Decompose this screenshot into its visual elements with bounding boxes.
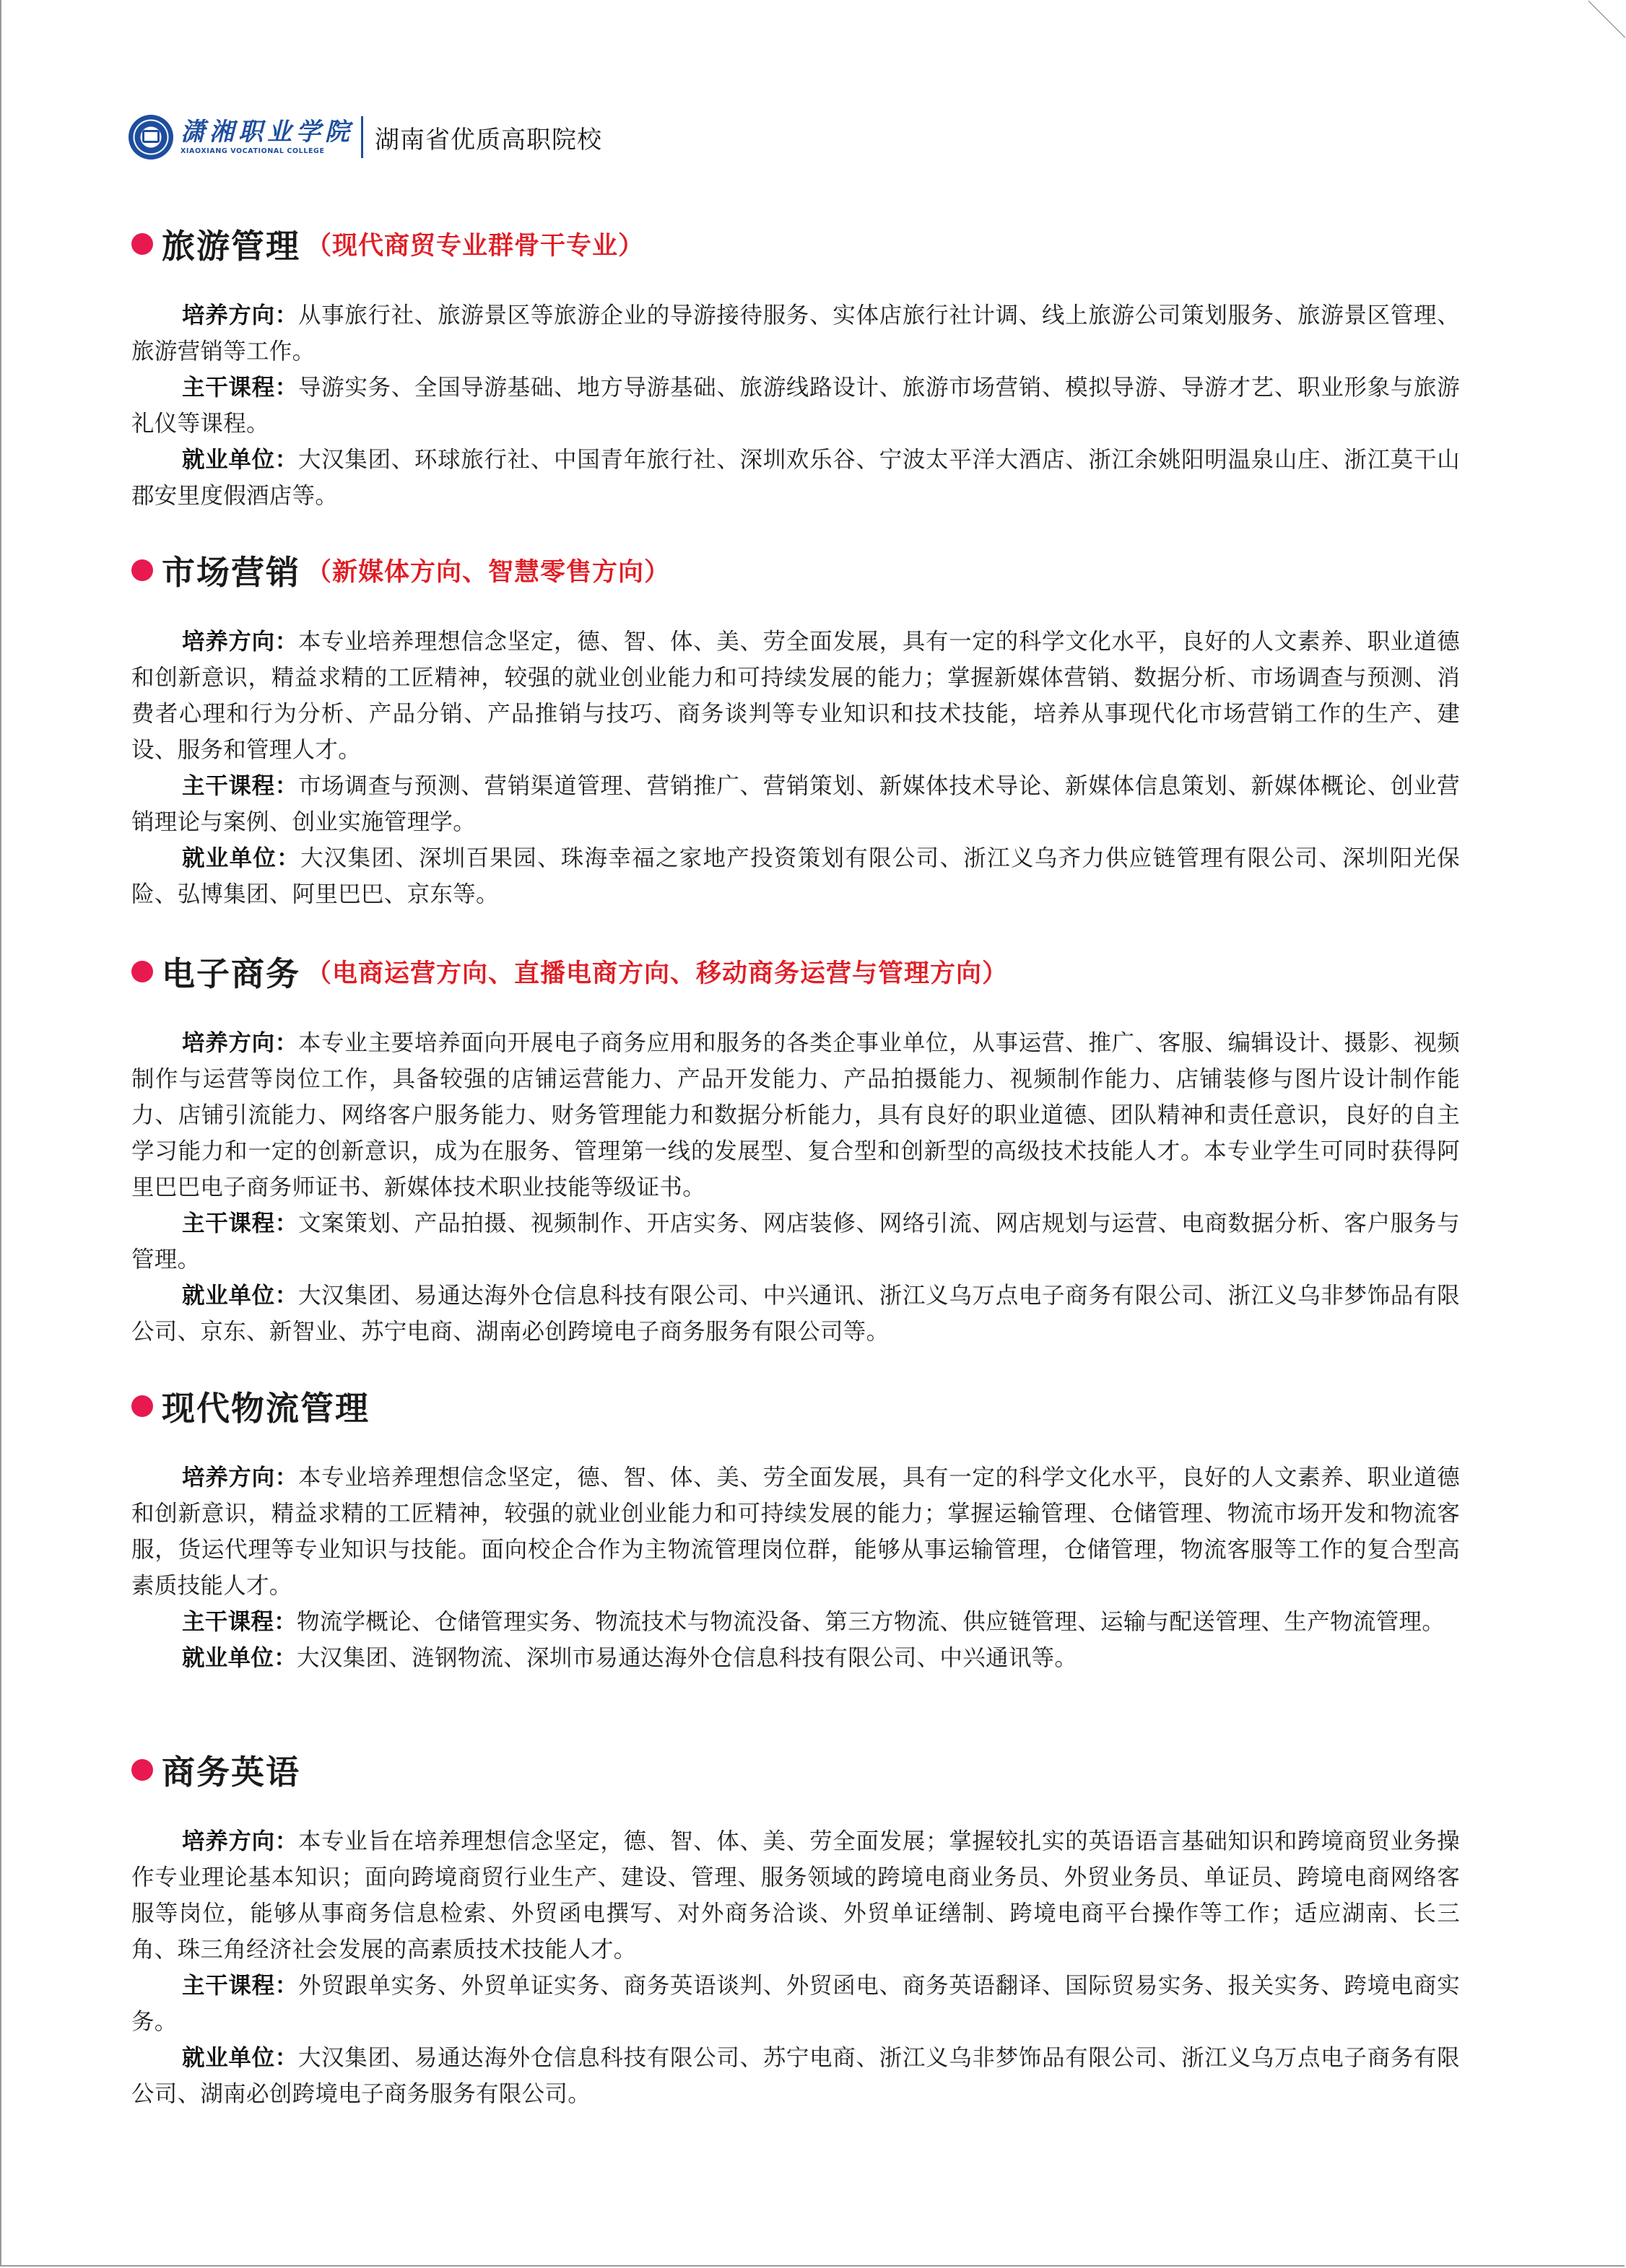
header-slogan: 湖南省优质高职院校 [375, 125, 602, 154]
section-tourism-management [131, 218, 1460, 514]
direction-paragraph [131, 624, 1460, 768]
employers-paragraph [131, 840, 1460, 912]
page-header [129, 108, 602, 166]
section-title [131, 218, 1460, 270]
employers-label: 就业单位： [182, 2045, 298, 2071]
courses-label: 主干课程： [182, 1609, 297, 1635]
direction-text: 本专业旨在培养理想信念坚定，德、智、体、美、劳全面发展；掌握较扎实的英语语言基础知识和跨境商贸业务操作专业理论基本知识；面向跨境商贸行业生产、建设、管理、服务领域的跨境电商业务员、外贸业务员、单证员、跨境电商网络客服等岗位，能够从事商务信息检索、外贸函电撰写、对外商务洽谈、外贸单证缮制、跨境电商平台操作等工作；适应湖南、长三角、珠三角经济社会发展的高素质技术技能人才。 [131, 1828, 1460, 1963]
page-corner-fold [1588, 0, 1626, 38]
major-name: 现代物流管理 [162, 1389, 370, 1428]
courses-paragraph [131, 768, 1460, 840]
courses-label: 主干课程： [182, 773, 298, 799]
section-modern-logistics [131, 1380, 1460, 1676]
direction-paragraph [131, 1460, 1460, 1604]
employers-label: 就业单位： [182, 1645, 297, 1671]
employers-paragraph [131, 442, 1460, 514]
major-subtitle: （新媒体方向、智慧零售方向） [306, 558, 671, 587]
direction-label: 培养方向： [182, 1465, 298, 1491]
employers-text: 大汉集团、易通达海外仓信息科技有限公司、中兴通讯、浙江义乌万点电子商务有限公司、浙江义乌非梦饰品有限公司、京东、新智业、苏宁电商、湖南必创跨境电子商务服务有限公司等。 [131, 1283, 1460, 1345]
major-subtitle: （现代商贸专业群骨干专业） [306, 232, 645, 261]
school-name: 潇湘职业学院 [181, 118, 354, 147]
courses-label: 主干课程： [182, 1211, 298, 1237]
courses-label: 主干课程： [182, 1973, 298, 1999]
direction-text: 从事旅行社、旅游景区等旅游企业的导游接待服务、实体店旅行社计调、线上旅游公司策划服务、旅游景区管理、旅游营销等工作。 [131, 302, 1460, 365]
section-marketing [131, 544, 1460, 912]
school-logo [181, 118, 354, 156]
direction-label: 培养方向： [182, 629, 298, 655]
bullet-dot-icon [131, 1759, 153, 1781]
employers-label: 就业单位： [182, 845, 300, 871]
section-title [131, 1380, 1460, 1432]
courses-paragraph [131, 1604, 1460, 1640]
major-name: 商务英语 [162, 1753, 300, 1792]
major-name: 旅游管理 [162, 227, 300, 266]
direction-paragraph [131, 1823, 1460, 1968]
bullet-dot-icon [131, 1395, 153, 1417]
employers-paragraph [131, 1278, 1460, 1350]
employers-label: 就业单位： [182, 447, 298, 473]
courses-text: 物流学概论、仓储管理实务、物流技术与物流没备、第三方物流、供应链管理、运输与配送管理、生产物流管理。 [297, 1609, 1445, 1635]
header-divider [361, 116, 363, 158]
employers-text: 大汉集团、深圳百果园、珠海幸福之家地产投资策划有限公司、浙江义乌齐力供应链管理有限公司、深圳阳光保险、弘博集团、阿里巴巴、京东等。 [131, 845, 1460, 907]
direction-label: 培养方向： [182, 1828, 298, 1854]
employers-label: 就业单位： [182, 1283, 298, 1309]
employers-text: 大汉集团、易通达海外仓信息科技有限公司、苏宁电商、浙江义乌非梦饰品有限公司、浙江义乌万点电子商务有限公司、湖南必创跨境电子商务服务有限公司。 [131, 2045, 1460, 2107]
employers-text: 大汉集团、涟钢物流、深圳市易通达海外仓信息科技有限公司、中兴通讯等。 [297, 1645, 1078, 1671]
major-subtitle: （电商运营方向、直播电商方向、移动商务运营与管理方向） [306, 959, 1009, 988]
bullet-dot-icon [131, 961, 153, 982]
courses-label: 主干课程： [182, 375, 298, 401]
courses-paragraph [131, 370, 1460, 442]
section-title [131, 946, 1460, 998]
direction-paragraph [131, 1025, 1460, 1205]
courses-paragraph [131, 1205, 1460, 1278]
employers-text: 大汉集团、环球旅行社、中国青年旅行社、深圳欢乐谷、宁波太平洋大酒店、浙江余姚阳明温泉山庄、浙江莫干山郡安里度假酒店等。 [131, 447, 1460, 509]
courses-text: 文案策划、产品拍摄、视频制作、开店实务、网店装修、网络引流、网店规划与运营、电商数据分析、客户服务与管理。 [131, 1211, 1460, 1273]
direction-text: 本专业主要培养面向开展电子商务应用和服务的各类企事业单位，从事运营、推广、客服、编辑设计、摄影、视频制作与运营等岗位工作，具备较强的店铺运营能力、产品开发能力、产品拍摄能力、视频制作能力、店铺装修与图片设计制作能力、店铺引流能力、网络客户服务能力、财务管理能力和数据分析能力，具有良好的职业道德、团队精神和责任意识，良好的自主学习能力和一定的创新意识，成为在服务、管理第一线的发展型、复合型和创新型的高级技术技能人才。本专业学生可同时获得阿里巴巴电子商务师证书、新媒体技术职业技能等级证书。 [131, 1030, 1460, 1200]
bullet-dot-icon [131, 559, 153, 581]
direction-text: 本专业培养理想信念坚定，德、智、体、美、劳全面发展，具有一定的科学文化水平，良好的人文素养、职业道德和创新意识，精益求精的工匠精神，较强的就业创业能力和可持续发展的能力；掌握运输管理、仓储管理、物流市场开发和物流客服，货运代理等专业知识与技能。面向校企合作为主物流管理岗位群，能够从事运输管理，仓储管理，物流客服等工作的复合型高素质技能人才。 [131, 1465, 1460, 1599]
section-title [131, 544, 1460, 596]
school-name-en: XIAOXIANG VOCATIONAL COLLEGE [181, 147, 325, 155]
courses-text: 外贸跟单实务、外贸单证实务、商务英语谈判、外贸函电、商务英语翻译、国际贸易实务、报关实务、跨境电商实务。 [131, 1973, 1460, 2035]
section-title [131, 1744, 1460, 1796]
direction-text: 本专业培养理想信念坚定，德、智、体、美、劳全面发展，具有一定的科学文化水平，良好的人文素养、职业道德和创新意识，精益求精的工匠精神，较强的就业创业能力和可持续发展的能力；掌握新媒体营销、数据分析、市场调查与预测、消费者心理和行为分析、产品分销、产品推销与技巧、商务谈判等专业知识和技术技能，培养从事现代化市场营销工作的生产、建设、服务和管理人才。 [131, 629, 1460, 763]
direction-label: 培养方向： [182, 1030, 298, 1056]
bullet-dot-icon [131, 233, 153, 255]
employers-paragraph [131, 1640, 1460, 1676]
direction-paragraph [131, 297, 1460, 370]
courses-text: 导游实务、全国导游基础、地方导游基础、旅游线路设计、旅游市场营销、模拟导游、导游才艺、职业形象与旅游礼仪等课程。 [131, 375, 1460, 437]
courses-text: 市场调查与预测、营销渠道管理、营销推广、营销策划、新媒体技术导论、新媒体信息策划、新媒体概论、创业营销理论与案例、创业实施管理学。 [131, 773, 1460, 835]
section-e-commerce [131, 946, 1460, 1350]
direction-label: 培养方向： [182, 302, 298, 328]
courses-paragraph [131, 1968, 1460, 2040]
employers-paragraph [131, 2040, 1460, 2112]
major-name: 市场营销 [162, 553, 300, 592]
school-emblem-icon [129, 115, 173, 160]
section-business-english [131, 1744, 1460, 2112]
major-name: 电子商务 [162, 954, 300, 993]
